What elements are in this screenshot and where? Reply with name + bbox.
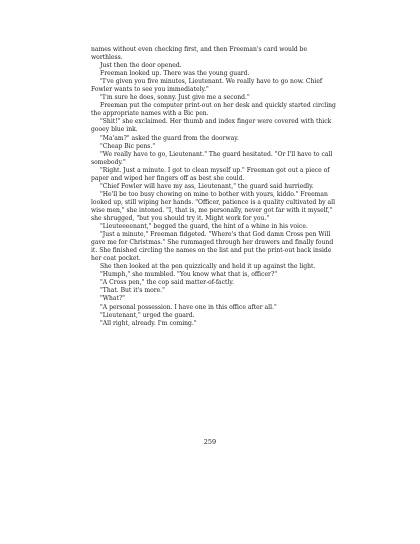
paragraph: Freeman looked up. There was the young guard.	[100, 70, 250, 78]
paragraph: "I'm sure he does, sonny. Just give me a second."	[100, 94, 250, 102]
paragraph: "Shit!" she exclaimed. Her thumb and index finger were covered with thick gooey blue ink.	[91, 118, 332, 134]
paragraph: "Just a minute," Freeman fidgeted. "Where's that God damn Cross pen Will gave me for Christmas." She rummaged through her drawers and finally found it. She finished circling the names on the list and put the print-out back inside her coat pocket.	[91, 231, 334, 263]
paragraph: "I've given you five minutes, Lieutenant. We really have to go now. Chief Fowler wants to see you immediately."	[91, 78, 323, 94]
paragraph: "A Cross pen," the cop said matter-of-factly.	[100, 279, 234, 287]
paragraph: names without even checking first, and then Freeman's card would be worthless.	[91, 46, 308, 62]
paragraph: "Ma'am?" asked the guard from the doorway.	[100, 134, 239, 142]
paragraph: "He'll be too busy chowing on mine to bother with yours, kiddo." Freeman looked up, still wiping her hands. "Officer, patience is a quality cultivated by all wise men," she intoned. "I, that is, me personally, never got far with it myself," she shrugged, "but you should try it. Might work for you."	[91, 190, 335, 222]
paragraph: "All right, already. I'm coming."	[100, 319, 197, 327]
paragraph: "What?"	[100, 295, 125, 303]
paragraph: "A personal possession. I have one in this office after all."	[100, 303, 277, 311]
paragraph: She then looked at the pen quizzically and held it up against the light.	[100, 263, 316, 271]
paragraph: "Cheap Bic pens."	[100, 142, 156, 150]
paragraph: Just then the door opened.	[100, 62, 182, 70]
paragraph: "Lieuteeeenant," begged the guard, the hint of a whine in his voice.	[100, 223, 308, 231]
paragraph: "Chief Fowler will have my ass, Lieutenant," the guard said hurriedly.	[100, 182, 314, 190]
page-body-text	[91, 46, 336, 328]
paragraph: "Lieutenant," urged the guard.	[100, 311, 195, 319]
paragraph: "That. But it's more."	[100, 287, 165, 295]
paragraph: "We really have to go, Lieutenant." The guard hesitated. "Or I'll have to call somebody."	[91, 150, 333, 166]
paragraph: "Right. Just a minute. I got to clean myself up." Freeman got out a piece of paper and wiped her fingers off as best she could.	[91, 166, 330, 182]
page-number: 259	[203, 438, 217, 446]
paragraph: "Humph," she mumbled. "You know what that is, officer?"	[100, 271, 277, 279]
paragraph: Freeman put the computer print-out on her desk and quickly started circling the appropriate names with a Bic pen.	[91, 102, 336, 118]
